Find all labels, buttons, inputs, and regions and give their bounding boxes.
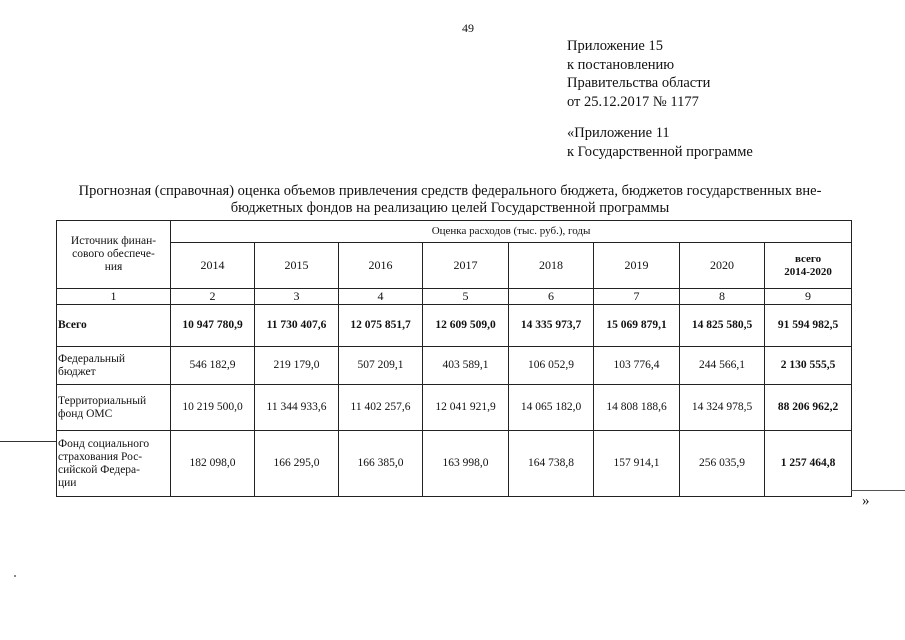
program-appendix: [567, 124, 753, 162]
column-number: 3: [255, 289, 339, 305]
total-cell: 91 594 982,5: [765, 305, 852, 347]
value-cell: 14 808 188,6: [594, 385, 680, 431]
year-header: 2016: [339, 243, 423, 289]
program-appendix-line: «Приложение 11: [567, 125, 670, 141]
row-source-line: Фонд социального: [58, 437, 150, 450]
total-header: [765, 243, 852, 289]
year-header: 2020: [680, 243, 765, 289]
row-source-line: фонд ОМС: [58, 407, 113, 420]
value-cell: 166 385,0: [339, 431, 423, 497]
row-source-line: Территориальный: [58, 394, 147, 407]
total-header-line: 2014-2020: [784, 265, 832, 278]
appendix-header-line: от 25.12.2017 № 1177: [567, 93, 699, 110]
value-cell: 182 098,0: [171, 431, 255, 497]
appendix-header-line: Правительства области: [567, 75, 711, 91]
table-row: [57, 347, 852, 385]
value-cell: 11 402 257,6: [339, 385, 423, 431]
program-appendix-line: к Государственной программе: [567, 144, 753, 160]
column-number: 6: [509, 289, 594, 305]
column-number: 4: [339, 289, 423, 305]
year-header: 2019: [594, 243, 680, 289]
column-number: 9: [765, 289, 852, 305]
value-cell: 14 065 182,0: [509, 385, 594, 431]
value-cell: 12 075 851,7: [339, 305, 423, 347]
total-cell: 1 257 464,8: [765, 431, 852, 497]
year-header: 2017: [423, 243, 509, 289]
document-title: [50, 183, 850, 217]
value-cell: 219 179,0: [255, 347, 339, 385]
title-line: бюджетных фондов на реализацию целей Государственной программы: [230, 200, 670, 216]
value-cell: 403 589,1: [423, 347, 509, 385]
table-row: [57, 431, 852, 497]
table-row: [57, 305, 852, 347]
appendix-header-line: Приложение 15: [567, 38, 663, 54]
source-header-cell: [57, 221, 171, 289]
row-source-line: Всего: [58, 319, 87, 331]
row-source-line: сийской Федера-: [58, 463, 140, 476]
scan-speck: [14, 575, 16, 577]
value-cell: 10 219 500,0: [171, 385, 255, 431]
title-line: Прогнозная (справочная) оценка объемов привлечения средств федерального бюджета, бюджетов государственных вне-: [78, 183, 822, 199]
expense-group-header: Оценка расходов (тыс. руб.), годы: [171, 221, 852, 243]
source-header-line: ния: [104, 261, 123, 273]
margin-rule: [0, 441, 56, 442]
appendix-header-line: к постановлению: [567, 56, 675, 73]
margin-rule: [851, 490, 905, 491]
year-header: 2018: [509, 243, 594, 289]
row-source-line: бюджет: [58, 365, 96, 378]
row-source: [57, 305, 171, 347]
total-cell: 2 130 555,5: [765, 347, 852, 385]
row-source-line: страхования Рос-: [58, 450, 143, 463]
value-cell: 546 182,9: [171, 347, 255, 385]
value-cell: 166 295,0: [255, 431, 339, 497]
row-source-line: Федеральный: [58, 352, 125, 365]
value-cell: 11 344 933,6: [255, 385, 339, 431]
value-cell: 14 324 978,5: [680, 385, 765, 431]
source-header-line: Источник финан-: [70, 235, 157, 247]
value-cell: 164 738,8: [509, 431, 594, 497]
value-cell: 15 069 879,1: [594, 305, 680, 347]
row-source: [57, 385, 171, 431]
total-cell: 88 206 962,2: [765, 385, 852, 431]
column-number: 1: [57, 289, 171, 305]
value-cell: 10 947 780,9: [171, 305, 255, 347]
closing-quote: »: [862, 493, 870, 509]
value-cell: 106 052,9: [509, 347, 594, 385]
value-cell: 163 998,0: [423, 431, 509, 497]
page-number: 49: [462, 21, 474, 35]
value-cell: 12 041 921,9: [423, 385, 509, 431]
value-cell: 244 566,1: [680, 347, 765, 385]
value-cell: 507 209,1: [339, 347, 423, 385]
column-number: 2: [171, 289, 255, 305]
source-header-line: сового обеспече-: [72, 248, 155, 260]
value-cell: 11 730 407,6: [255, 305, 339, 347]
value-cell: 157 914,1: [594, 431, 680, 497]
column-number: 5: [423, 289, 509, 305]
column-number: 8: [680, 289, 765, 305]
appendix-header: [567, 37, 710, 111]
total-header-line: всего: [794, 252, 822, 265]
table-row: [57, 385, 852, 431]
value-cell: 12 609 509,0: [423, 305, 509, 347]
row-source: [57, 431, 171, 497]
value-cell: 256 035,9: [680, 431, 765, 497]
row-source: [57, 347, 171, 385]
value-cell: 14 335 973,7: [509, 305, 594, 347]
value-cell: 14 825 580,5: [680, 305, 765, 347]
year-header: 2015: [255, 243, 339, 289]
year-header: 2014: [171, 243, 255, 289]
value-cell: 103 776,4: [594, 347, 680, 385]
column-number: 7: [594, 289, 680, 305]
row-source-line: ции: [58, 476, 77, 489]
budget-table: [56, 220, 852, 497]
